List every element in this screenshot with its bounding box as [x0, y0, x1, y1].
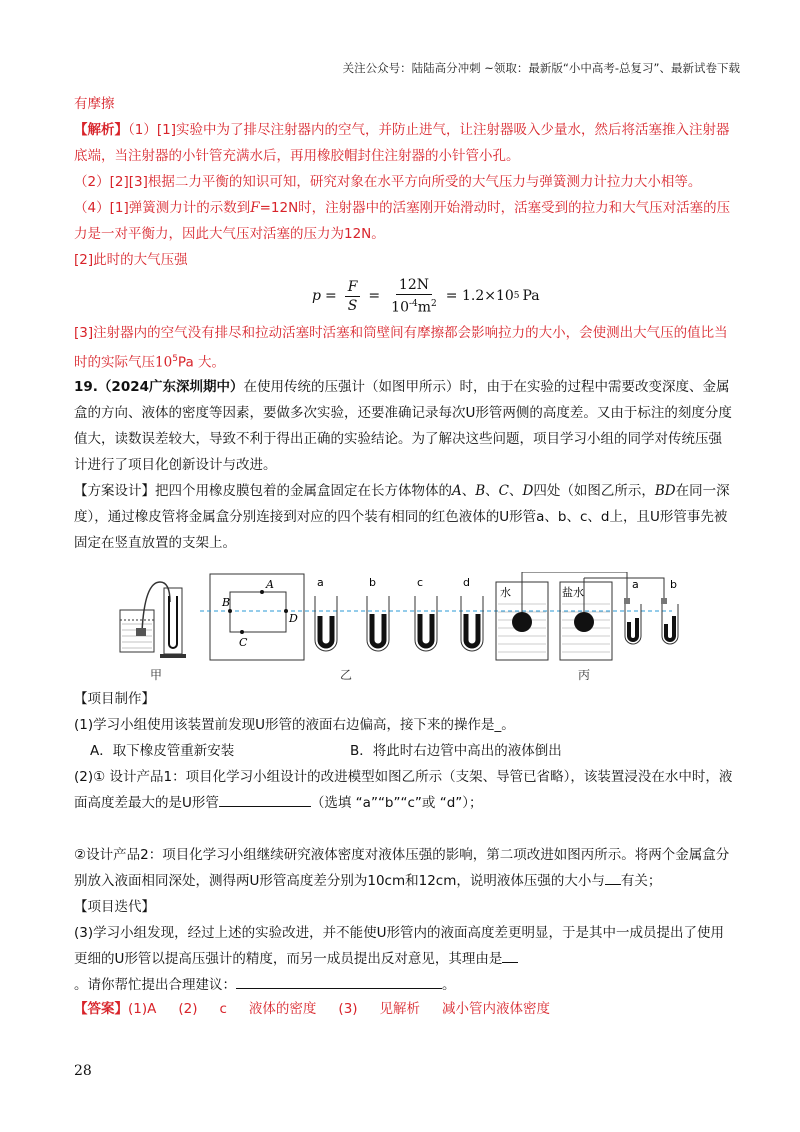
part-2-2-text: ②设计产品2：项目化学习小组继续研究液体密度对液体压强的影响，第二项改进如图丙所示。将两个金属盒分别放入液面相同深处，测得两U形管高度差分别为10cm和12cm，说明液体压强的大小与 [74, 847, 730, 889]
design-text-1: 把四个用橡皮膜包着的金属盒固定在长方体物体的 [155, 483, 452, 499]
fraction-values [388, 276, 440, 317]
option-A[interactable]: A．取下橡皮管重新安装 [90, 743, 235, 759]
question-19-text: 在使用传统的压强计（如图甲所示）时，由于在实验的过程中需要改变深度、金属盒的方向、液体的密度等因素，要做多次实验，还要准确记录每次U形管两侧的高度差。又由于标注的刻度分度值大，读数误差较大，导致不利于得出正确的实验结论。为了解决这些问题，项目学习小组的同学对传统压强计进行了项目化创新设计与改进。 [74, 379, 732, 473]
segment-BD: BD [654, 483, 676, 499]
figure-yi-block [200, 574, 672, 660]
analysis-p3-start: （4）[1]弹簧测力计的示数到 [74, 200, 251, 216]
point-C: C [498, 483, 510, 499]
point-B: B [475, 483, 486, 499]
u-tube-label-bing-b: b [670, 578, 677, 591]
formula-p: p [312, 288, 321, 305]
label-B: B [222, 596, 231, 609]
u-tube-label-bing-a: a [632, 578, 639, 591]
figure-bing-beakers [496, 572, 678, 660]
answer-blank-3-reason[interactable] [502, 948, 518, 963]
question-part-3-suggest [74, 972, 734, 998]
u-tube-label-d: d [463, 576, 470, 589]
part-2-1-hint: （选填 “a”“b”“c”或 “d”）； [310, 795, 483, 811]
label-salt-water: 盐水 [562, 586, 584, 599]
question-part-2-2 [74, 842, 734, 894]
answer-3-2: 减小管内液体密度 [442, 1001, 551, 1017]
scheme-design-paragraph: 【方案设计】把四个用橡皮膜包着的金属盒固定在长方体物体的A、B、C、D四处（如图乙所示，BD在同一深度），通过橡皮管将金属盒分别连接到对应的四个装有相同的红色液体的U形管a、b、c、d上，且U形管事先被固定在竖直放置的支架上。 [74, 483, 730, 551]
formula-eq: = [324, 288, 337, 305]
answer-tail-line: 有摩擦 [74, 96, 115, 112]
label-C: C [239, 636, 248, 649]
point-D: D [522, 483, 534, 499]
analysis-paragraph-4: [2]此时的大气压强 [74, 252, 188, 268]
answer-tag: 【答案】 [74, 1001, 128, 1017]
design-text-2: 四处（如图乙所示， [533, 483, 655, 499]
part-3-text: (3)学习小组发现，经过上述的实验改进，并不能使U形管内的液面高度差更明显，于是其中一成员提出了使用更细的U形管以提高压强计的精度，而另一成员提出反对意见，其理由是 [74, 925, 725, 967]
answer-line [74, 996, 734, 1022]
answer-2-2: 液体的密度 [248, 1001, 317, 1017]
answer-3-1: 见解析 [379, 1001, 421, 1017]
formula-result-unit: Pa [522, 288, 540, 305]
answer-2-1: c [219, 1001, 227, 1017]
fraction-denominator-S: S [347, 297, 358, 314]
part-3-suggest-end: 。 [442, 977, 456, 993]
analysis-paragraph-1 [74, 117, 734, 169]
den-base: 10 [391, 299, 409, 316]
analysis-paragraph-2: （2）[2][3]根据二力平衡的知识可知，研究对象在水平方向所受的大气压力与弹簧测力计拉力大小相等。 [74, 174, 702, 190]
label-D: D [289, 612, 298, 625]
experiment-figure [112, 572, 712, 664]
answer-1: (1)A [128, 1001, 157, 1017]
question-number: 19. [74, 379, 98, 395]
figure-yi-u-tubes [315, 576, 483, 651]
formula-result-exp: 5 [513, 291, 520, 302]
answer-2-label: (2) [178, 1001, 198, 1017]
question-source: （2024广东深圳期中） [97, 379, 244, 395]
analysis-tag: 【解析】 [74, 122, 128, 138]
project-make-tag: 【项目制作】 [74, 691, 155, 707]
design-text-3: 在同一深度），通过橡皮管将金属盒分别连接到对应的四个装有相同的红色液体的U形管a、b、c、d上，且U形管事先被固定在竖直放置的支架上。 [74, 483, 730, 551]
analysis-p3-end: =12N时，注射器中的活塞刚开始滑动时，活塞受到的拉力和大气压对活塞的压力是一对平衡力，因此大气压对活塞的压力为12N。 [74, 200, 731, 242]
page-header: 关注公众号：陆陆高分冲刺 ~领取：最新版“小中高考-总复习”、最新试卷下载 [342, 61, 740, 75]
question-19-intro [74, 374, 734, 478]
label-A: A [266, 578, 274, 591]
den-unit-exp: 2 [431, 299, 437, 309]
question-part-2-1 [74, 764, 734, 816]
analysis-paragraph-5 [74, 320, 734, 376]
answer-blank-3-suggest[interactable] [236, 974, 442, 989]
part-2-2-end: 有关； [620, 873, 662, 889]
option-B[interactable]: B．将此时右边管中高出的液体倒出 [350, 743, 562, 759]
fraction-numerator-F: F [345, 278, 361, 297]
answer-3-label: (3) [338, 1001, 358, 1017]
answer-blank-2-1[interactable] [219, 792, 311, 807]
label-water: 水 [500, 586, 511, 599]
fraction-F-S [345, 278, 361, 315]
point-A: A [452, 483, 462, 499]
analysis-p5-start: [3]注射器内的空气没有排尽和拉动活塞时活塞和筒壁间有摩擦都会影响拉力的大小，会使测出大气压的值比当时的实际气压 [74, 325, 728, 371]
symbol-F: F [250, 200, 260, 216]
question-part-3 [74, 920, 734, 972]
u-tube-label-c: c [417, 576, 424, 589]
formula-result: = 1.2×10 [445, 288, 514, 305]
u-tube-label-a: a [317, 576, 324, 589]
analysis-p5-exp: 5 [172, 354, 178, 364]
question-part-1: (1)学习小组使用该装置前发现U形管的液面右边偏高，接下来的操作是_。 [74, 717, 515, 733]
analysis-paragraph-3 [74, 195, 734, 247]
den-unit: m [417, 299, 432, 316]
u-tube-label-b: b [369, 576, 376, 589]
pressure-formula [312, 276, 540, 317]
fraction-denominator-value [388, 295, 440, 317]
part-3-suggest-text: 。请你帮忙提出合理建议： [74, 977, 236, 993]
answer-blank-2-2[interactable] [605, 870, 621, 885]
project-iteration-tag: 【项目迭代】 [74, 899, 155, 915]
caption-yi: 乙 [340, 668, 353, 682]
part-2-1-text: (2)① 设计产品1：项目化学习小组设计的改进模型如图乙所示（支架、导管已省略），该装置浸没在水中时，液面高度差最大的是U形管 [74, 769, 733, 811]
fraction-numerator-value: 12N [396, 276, 432, 295]
options-row [74, 738, 734, 764]
den-exp: -4 [408, 299, 418, 309]
analysis-p5-value: 10 [155, 354, 173, 371]
scheme-design-tag: 【方案设计】 [74, 483, 155, 499]
caption-bing: 丙 [578, 668, 591, 682]
analysis-p5-end: Pa 大。 [177, 354, 226, 371]
formula-eq-2: = [368, 288, 381, 305]
figure-jia-gauge [120, 582, 186, 658]
analysis-p1-text: （1）[1]实验中为了排尽注射器内的空气，并防止进气，让注射器吸入少量水，然后将活塞推入注射器底端，当注射器的小针管充满水后，再用橡胶帽封住注射器的小针管小孔。 [74, 122, 730, 164]
page-number: 28 [74, 1063, 92, 1079]
caption-jia: 甲 [150, 668, 163, 682]
